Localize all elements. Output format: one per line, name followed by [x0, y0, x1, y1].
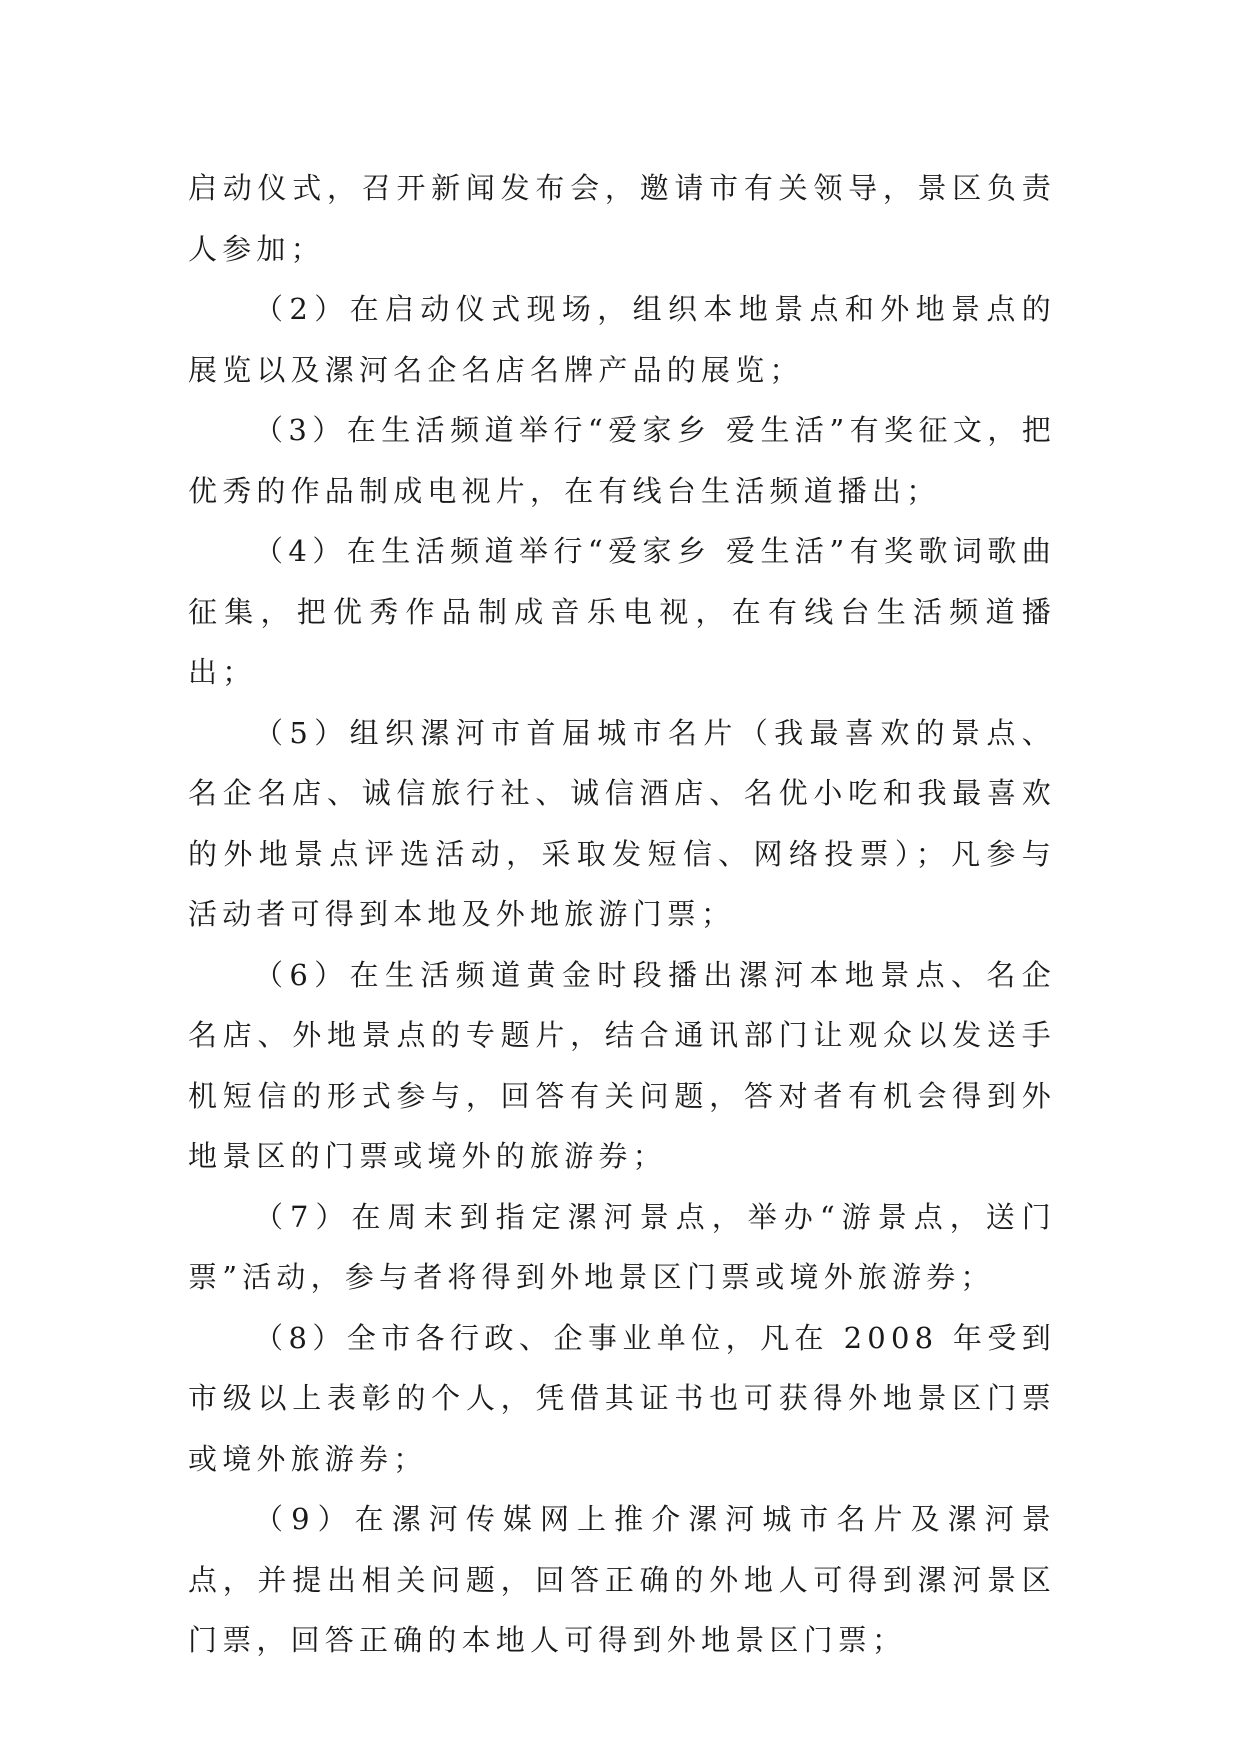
paragraph-item-4: （4）在生活频道举行“爱家乡 爱生活”有奖歌词歌曲征集，把优秀作品制成音乐电视，在有线台生活频道播出；	[188, 534, 1056, 689]
paragraph-item-6: （6）在生活频道黄金时段播出漯河本地景点、名企名店、外地景点的专题片，结合通讯部门让观众以发送手机短信的形式参与，回答有关问题，答对者有机会得到外地景区的门票或境外的旅游券；	[188, 957, 1056, 1173]
paragraph-item-3: （3）在生活频道举行“爱家乡 爱生活”有奖征文，把优秀的作品制成电视片，在有线台生活频道播出；	[188, 413, 1056, 508]
paragraph-item-9: （9）在漯河传媒网上推介漯河城市名片及漯河景点，并提出相关问题，回答正确的外地人可得到漯河景区门票，回答正确的本地人可得到外地景区门票；	[188, 1502, 1056, 1657]
paragraph-item-8: （8）全市各行政、企事业单位，凡在 2008 年受到市级以上表彰的个人，凭借其证书也可获得外地景区门票或境外旅游券；	[188, 1320, 1057, 1476]
paragraph-item-7: （7）在周末到指定漯河景点，举办“游景点，送门票”活动，参与者将得到外地景区门票或境外旅游券；	[188, 1199, 1056, 1294]
paragraph-opening: 启动仪式，召开新闻发布会，邀请市有关领导，景区负责人参加；	[188, 171, 1056, 266]
document-body	[188, 158, 1056, 1671]
paragraph-item-5: （5）组织漯河市首届城市名片（我最喜欢的景点、名企名店、诚信旅行社、诚信酒店、名优小吃和我最喜欢的外地景点评选活动，采取发短信、网络投票）；凡参与活动者可得到本地及外地旅游门票；	[188, 715, 1056, 931]
paragraph-item-2: （2）在启动仪式现场，组织本地景点和外地景点的展览以及漯河名企名店名牌产品的展览；	[188, 292, 1056, 387]
